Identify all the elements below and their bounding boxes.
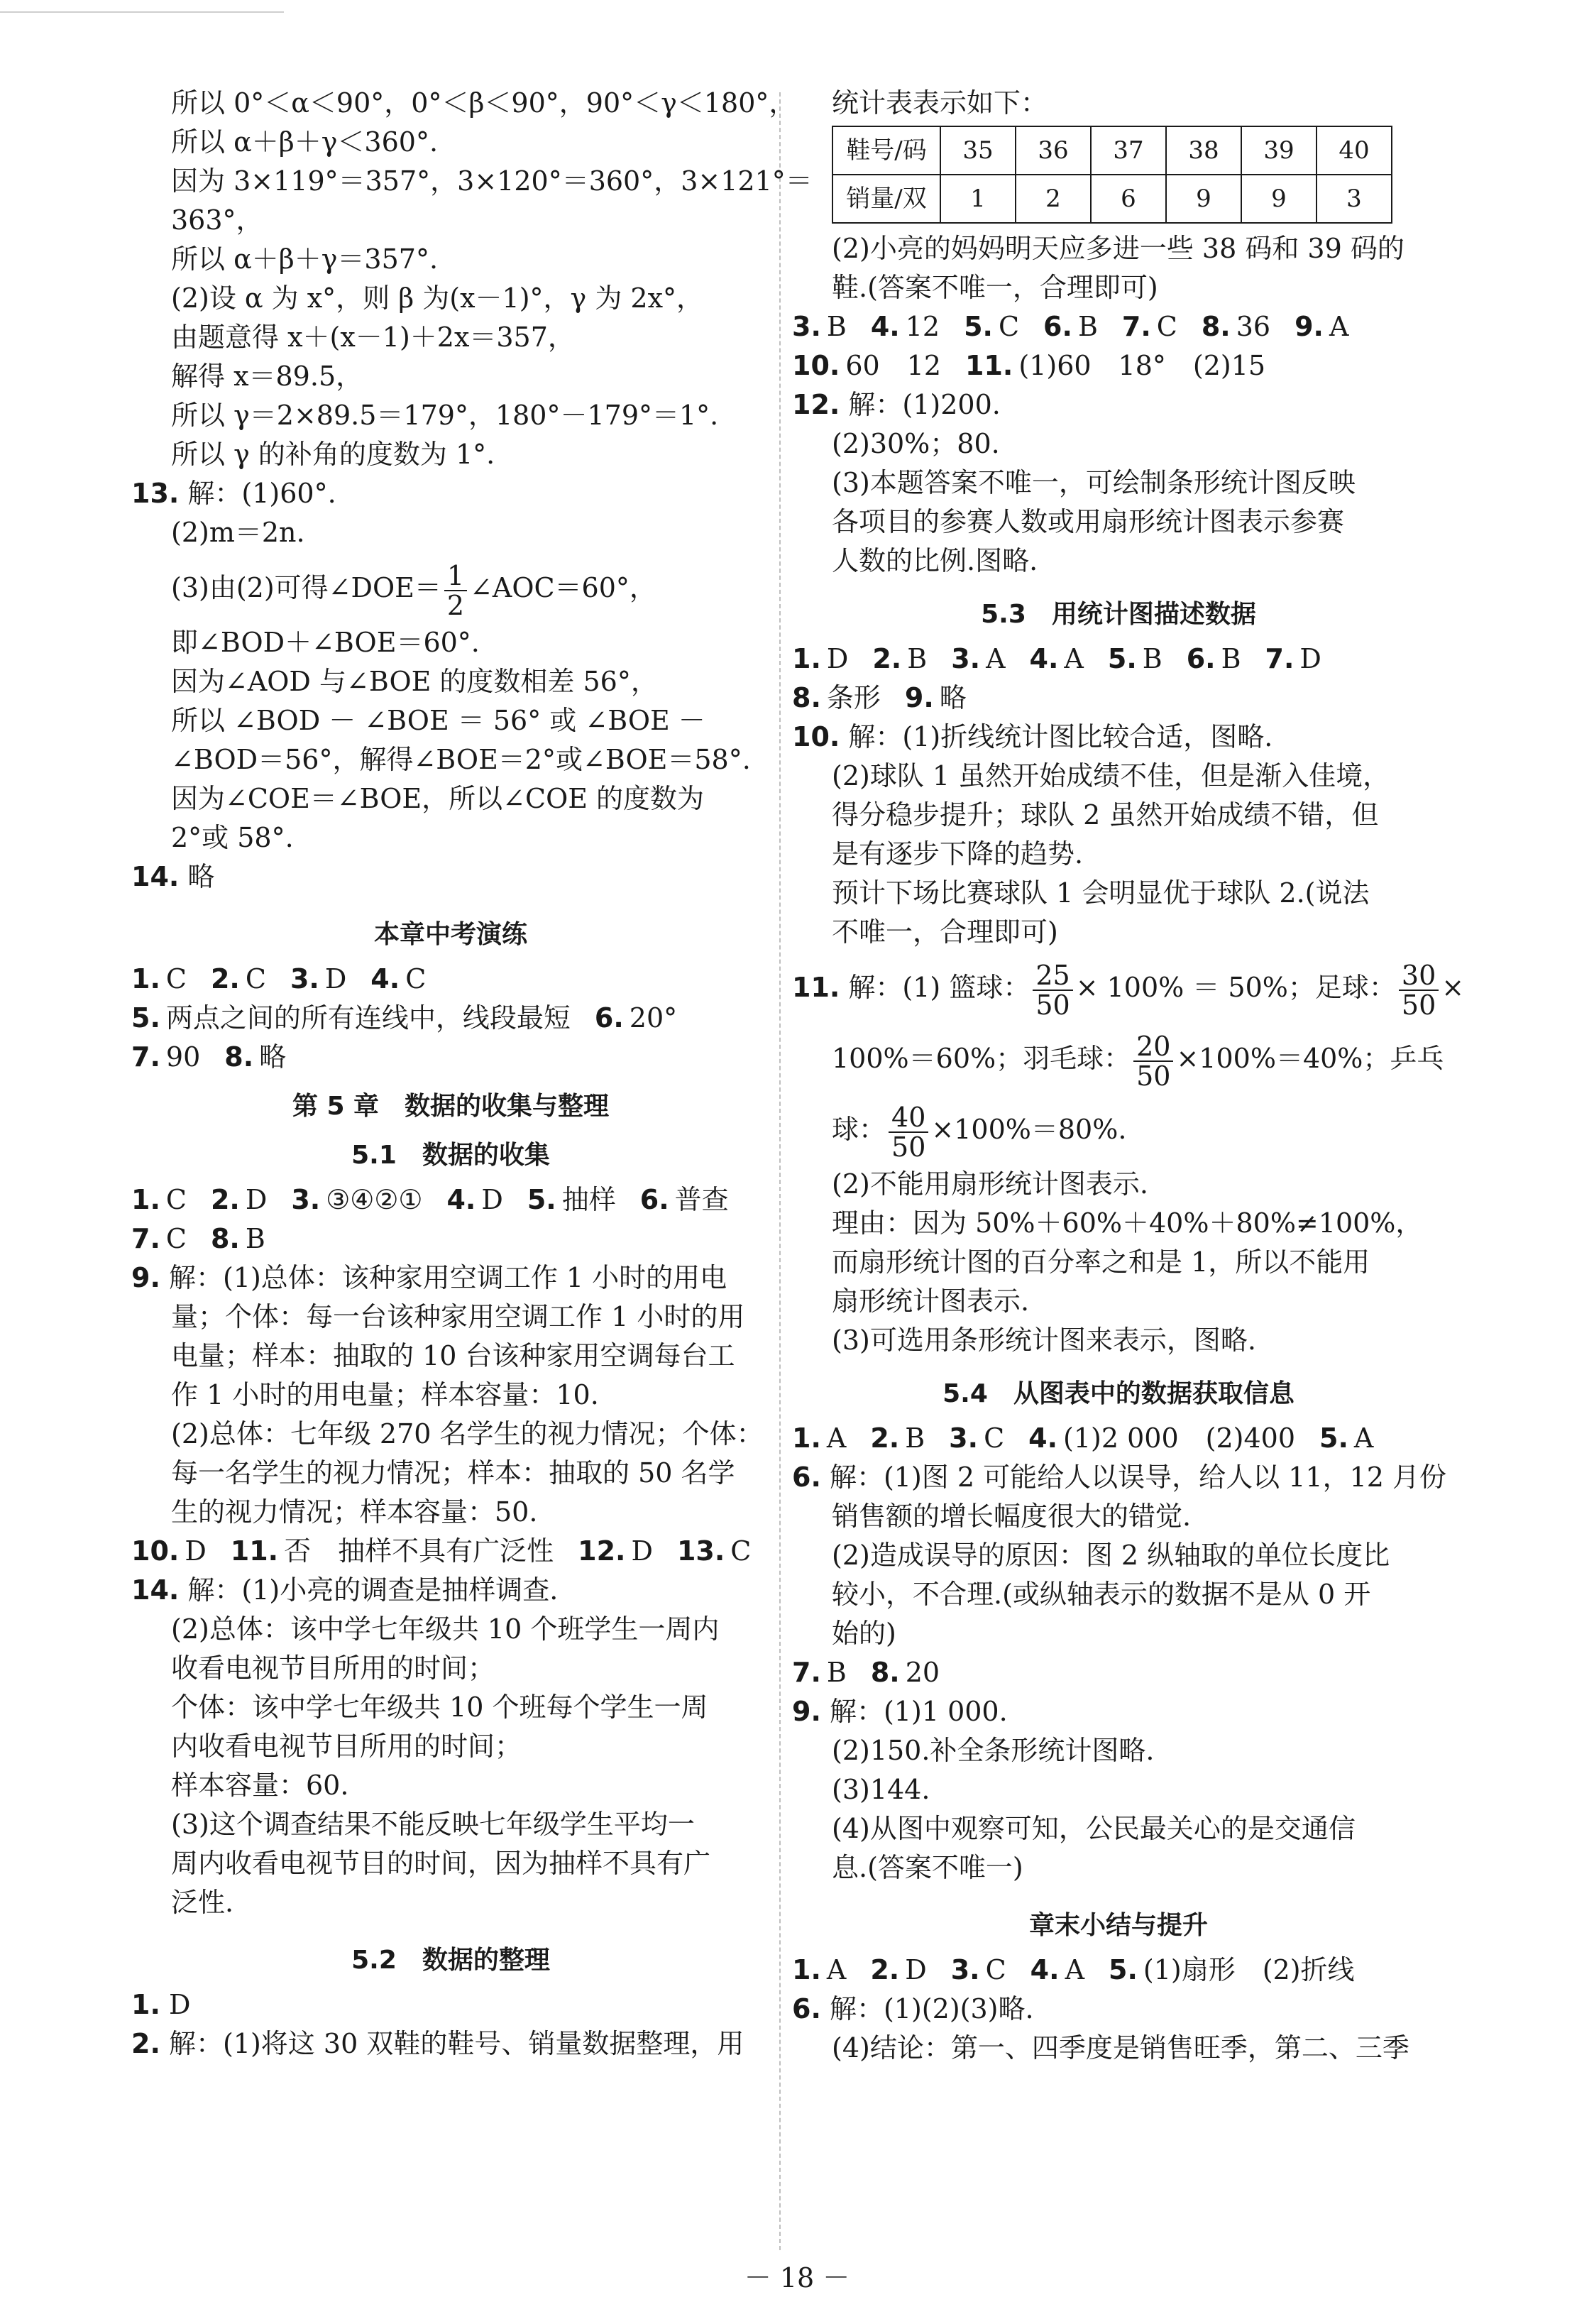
question-14b: 14. 解：(1)小亮的调查是抽样调查. xyxy=(131,1574,559,1606)
table-cell: 6 xyxy=(1091,175,1166,223)
answer: D xyxy=(481,1184,503,1215)
text-line: (2)球队 1 虽然开始成绩不佳，但是渐入佳境， xyxy=(832,760,1390,791)
left-column xyxy=(131,84,813,2063)
answer: C xyxy=(730,1535,752,1567)
column-divider xyxy=(779,92,781,2250)
answer: 36 xyxy=(1236,311,1271,342)
text-line: (3)144. xyxy=(832,1774,930,1805)
question-number: 5. xyxy=(1319,1423,1348,1454)
question-number: 7. xyxy=(131,1223,160,1254)
q9-rest xyxy=(792,1731,1445,1887)
answer: C xyxy=(165,963,187,994)
text-line: 所以 ∠BOD － ∠BOE ＝ 56° 或 ∠BOE － xyxy=(171,705,705,736)
question-number: 9. xyxy=(904,682,934,713)
section-heading: 5.1 数据的收集 xyxy=(351,1141,550,1170)
answer: 90 xyxy=(165,1041,201,1073)
question-number: 2. xyxy=(210,1184,240,1215)
q13-part2: (2)m＝2n. xyxy=(171,517,305,548)
text-line: 样本容量：60. xyxy=(171,1770,349,1801)
question-number: 4. xyxy=(446,1184,476,1215)
question-number: 8. xyxy=(792,682,821,713)
answer: C xyxy=(165,1184,187,1215)
answer: B xyxy=(826,311,847,342)
question-number: 4. xyxy=(870,311,900,342)
answer: D xyxy=(185,1535,207,1567)
table-cell: 销量/双 xyxy=(832,175,940,223)
text-line: 各项目的参赛人数或用扇形统计图表示参赛 xyxy=(832,506,1345,537)
answer-row xyxy=(131,1038,770,1077)
text-line: 收看电视节目所用的时间； xyxy=(171,1652,495,1684)
answer-row xyxy=(792,346,1445,385)
answer: D xyxy=(631,1535,653,1567)
question-number: 2. xyxy=(872,643,902,674)
text-line: (3)本题答案不唯一，可绘制条形统计图反映 xyxy=(832,467,1356,498)
fraction: $\frac{40}{50}$ xyxy=(889,1103,928,1161)
text-line: 鞋.(答案不唯一，合理即可) xyxy=(832,272,1158,303)
answer-line: 所以 0°＜α＜90°，0°＜β＜90°，90°＜γ＜180°， xyxy=(171,87,796,119)
q11-line3: 球： $\frac{40}{50}$ ×100%＝80%. xyxy=(832,1101,1127,1163)
text-line: 得分稳步提升；球队 2 虽然开始成绩不错，但 xyxy=(832,799,1379,831)
table-row xyxy=(832,175,1392,223)
answer-row xyxy=(792,1419,1445,1458)
question-number: 5. xyxy=(964,311,993,342)
text-line: (2)总体：七年级 270 名学生的视力情况；个体： xyxy=(171,1418,764,1449)
text-line: 内收看电视节目所用的时间； xyxy=(171,1731,522,1762)
text-line: 因为∠COE＝∠BOE，所以∠COE 的度数为 xyxy=(171,783,705,814)
answer: (1)扇形 (2)折线 xyxy=(1143,1954,1355,1985)
question-number: 8. xyxy=(224,1041,254,1073)
text-line: (2)造成误导的原因：图 2 纵轴取的单位长度比 xyxy=(832,1540,1390,1571)
question-number: 7. xyxy=(1265,643,1295,674)
answer: B xyxy=(1077,311,1098,342)
question-number: 4. xyxy=(370,963,400,994)
answer-row xyxy=(131,1219,770,1259)
question-number: 3. xyxy=(951,643,981,674)
text-line: (2)30%；80. xyxy=(832,428,1000,459)
table-cell: 9 xyxy=(1166,175,1241,223)
question-number: 2. xyxy=(870,1954,900,1985)
answer-row-group xyxy=(792,1419,1445,1458)
section-heading: 5.4 从图表中的数据获取信息 xyxy=(942,1379,1295,1408)
answer: 两点之间的所有连线中，线段最短 xyxy=(165,1002,571,1034)
question-number: 7. xyxy=(131,1041,160,1073)
section-heading: 章末小结与提升 xyxy=(1028,1911,1208,1940)
answer: B xyxy=(905,1423,925,1454)
answer: C xyxy=(245,963,266,994)
answer: B xyxy=(1142,643,1162,674)
text-line: 理由：因为 50%＋60%＋40%＋80%≠100%， xyxy=(832,1207,1423,1239)
answer-line: 所以 γ 的补角的度数为 1°. xyxy=(171,439,495,470)
answer-row-group xyxy=(131,1180,770,1259)
q2-part2 xyxy=(792,229,1445,307)
question-9: 9. 解：(1)1 000. xyxy=(792,1696,1008,1727)
fraction: $\frac{20}{50}$ xyxy=(1133,1032,1173,1090)
question-2: 2. 解：(1)将这 30 双鞋的鞋号、销量数据整理，用 xyxy=(131,2028,744,2059)
answer-row-group xyxy=(792,1653,1445,1692)
answer-row-group xyxy=(131,1532,770,1571)
answer: A xyxy=(986,643,1006,674)
question-number: 6. xyxy=(594,1002,624,1034)
table-cell: 2 xyxy=(1016,175,1091,223)
answer: A xyxy=(1064,643,1084,674)
question-number: 7. xyxy=(792,1657,821,1688)
q11-line2: 100%＝60%；羽毛球： $\frac{20}{50}$ ×100%＝40%；乒乓 xyxy=(832,1030,1444,1092)
answer: C xyxy=(998,311,1020,342)
answer: B xyxy=(1221,643,1241,674)
question-11: 11. 解：(1) 篮球： $\frac{25}{50}$ × 100% ＝ 50%；足球： $\frac{30}{50}$ × xyxy=(792,959,1465,1021)
answer-row xyxy=(792,1951,1445,1990)
q12-rest xyxy=(792,424,1445,581)
answer: 20 xyxy=(905,1657,940,1688)
answer-row-group xyxy=(792,307,1445,385)
answer: 60 12 xyxy=(845,350,942,381)
table-header-cell: 37 xyxy=(1091,126,1166,175)
page-number: － 18 － xyxy=(744,2262,850,2293)
answer-line: 由题意得 x＋(x－1)＋2x＝357， xyxy=(171,322,575,353)
question-number: 1. xyxy=(792,1954,821,1985)
right-column xyxy=(792,84,1465,2068)
text-line: (2)小亮的妈妈明天应多进一些 38 码和 39 码的 xyxy=(832,233,1405,264)
question-number: 2. xyxy=(870,1423,900,1454)
answer-row-group xyxy=(792,1951,1445,1990)
question-number: 1. xyxy=(792,1423,821,1454)
answer: A xyxy=(1353,1423,1374,1454)
answer: 略 xyxy=(259,1041,287,1073)
answer-row xyxy=(792,640,1445,679)
question-number: 1. xyxy=(131,963,160,994)
text-line: 作 1 小时的用电量；样本容量：10. xyxy=(171,1379,599,1410)
question-number: 11. xyxy=(230,1535,279,1567)
table-header-cell: 36 xyxy=(1016,126,1091,175)
answer: 抽样 xyxy=(561,1184,616,1215)
answer: C xyxy=(1156,311,1177,342)
question-1: 1. D xyxy=(131,1989,191,2020)
question-number: 10. xyxy=(792,350,840,381)
review-answers xyxy=(131,960,770,1077)
answer: B xyxy=(907,643,928,674)
question-13: 13. 解：(1)60°. xyxy=(131,478,336,509)
section-heading: 5.2 数据的整理 xyxy=(351,1946,550,1975)
text-line: ∠BOD＝56°，解得∠BOE＝2°或∠BOE＝58°. xyxy=(171,744,751,775)
question-number: 6. xyxy=(1043,311,1072,342)
answer: D xyxy=(826,643,849,674)
text-line: (2)总体：该中学七年级共 10 个班学生一周内 xyxy=(171,1613,720,1645)
text-line: 2°或 58°. xyxy=(171,822,294,853)
question-number: 1. xyxy=(792,643,821,674)
table-header-cell: 鞋号/码 xyxy=(832,126,940,175)
question-9: 9. 解：(1)总体：该种家用空调工作 1 小时的用电 xyxy=(131,1262,727,1293)
question-number: 7. xyxy=(1121,311,1151,342)
answer-line: 所以 γ＝2×89.5＝179°，180°－179°＝1°. xyxy=(171,400,719,431)
answer-line: 所以 α＋β＋γ＜360°. xyxy=(171,126,439,158)
q6b-rest xyxy=(792,2029,1445,2068)
text-line: (3)这个调查结果不能反映七年级学生平均一 xyxy=(171,1809,695,1840)
q13-rest xyxy=(131,623,770,857)
question-number: 4. xyxy=(1029,643,1059,674)
text-line: (2)150.补全条形统计图略. xyxy=(832,1735,1155,1766)
table-header-cell: 38 xyxy=(1166,126,1241,175)
fraction: $\frac{25}{50}$ xyxy=(1033,961,1072,1019)
text-line: 个体：该中学七年级共 10 个班每个学生一周 xyxy=(171,1692,708,1723)
question-number: 3. xyxy=(950,1954,980,1985)
answer-row xyxy=(131,1180,770,1219)
answer-row-group xyxy=(792,640,1445,718)
question-number: 3. xyxy=(949,1423,979,1454)
text-line: 因为∠AOD 与∠BOE 的度数相差 56°， xyxy=(171,666,658,697)
question-number: 4. xyxy=(1030,1954,1060,1985)
text-line: 销售额的增长幅度很大的错觉. xyxy=(832,1501,1192,1532)
question-number: 12. xyxy=(578,1535,626,1567)
text-line: 每一名学生的视力情况；样本：抽取的 50 名学 xyxy=(171,1457,735,1489)
answer: D xyxy=(324,963,347,994)
answer-row xyxy=(792,307,1445,346)
text-line: (4)结论：第一、四季度是销售旺季，第二、三季 xyxy=(832,2032,1409,2063)
question-number: 3. xyxy=(792,311,821,342)
answer-row xyxy=(131,1532,770,1571)
text-line: 生的视力情况；样本容量：50. xyxy=(171,1496,538,1528)
answer: 普查 xyxy=(674,1184,729,1215)
answer: A xyxy=(1065,1954,1085,1985)
answer-row xyxy=(131,960,770,999)
shoe-size-table xyxy=(832,126,1392,224)
answer-line: (2)设 α 为 x°，则 β 为(x－1)°，γ 为 2x°， xyxy=(171,283,704,314)
question-number: 3. xyxy=(290,963,319,994)
table-intro: 统计表表示如下： xyxy=(832,87,1048,119)
table-header-cell: 40 xyxy=(1317,126,1392,175)
text-line: 量；个体：每一台该种家用空调工作 1 小时的用 xyxy=(171,1301,745,1332)
answer: (1)60 18° (2)15 xyxy=(1018,350,1266,381)
section-heading: 本章中考演练 xyxy=(373,920,527,949)
text-line: 即∠BOD＋∠BOE＝60°. xyxy=(171,627,480,658)
question-6b: 6. 解：(1)(2)(3)略. xyxy=(792,1993,1034,2024)
fraction: $\frac{1}{2}$ xyxy=(444,561,467,620)
answer: D xyxy=(905,1954,927,1985)
text-line: 电量；样本：抽取的 10 台该种家用空调每台工 xyxy=(171,1340,735,1371)
question-number: 8. xyxy=(1201,311,1231,342)
text-line: 较小，不合理.(或纵轴表示的数据不是从 0 开 xyxy=(832,1579,1371,1610)
q11-rest xyxy=(792,1165,1445,1360)
question-12: 12. 解：(1)200. xyxy=(792,389,1001,420)
answer: B xyxy=(826,1657,847,1688)
answer-row xyxy=(792,679,1445,718)
table-header-cell: 39 xyxy=(1241,126,1317,175)
question-number: 9. xyxy=(1295,311,1324,342)
answer: 20° xyxy=(629,1002,678,1034)
question-number: 6. xyxy=(639,1184,669,1215)
q10-rest xyxy=(792,757,1445,952)
question-number: 8. xyxy=(210,1223,240,1254)
question-number: 2. xyxy=(210,963,240,994)
text-line: 是有逐步下降的趋势. xyxy=(832,838,1084,870)
answer-line: 因为 3×119°＝357°，3×120°＝360°，3×121°＝ xyxy=(171,165,813,197)
question-number: 5. xyxy=(527,1184,556,1215)
question-number: 10. xyxy=(131,1535,180,1567)
question-number: 3. xyxy=(291,1184,321,1215)
answer-row xyxy=(131,999,770,1038)
answer: 12 xyxy=(905,311,940,342)
text-line: (4)从图中观察可知，公民最关心的是交通信 xyxy=(832,1813,1356,1844)
answer: C xyxy=(165,1223,187,1254)
answer: D xyxy=(1299,643,1321,674)
answer-line: 解得 x＝89.5， xyxy=(171,361,363,392)
text-line: 人数的比例.图略. xyxy=(832,545,1038,576)
text-line: 不唯一，合理即可) xyxy=(832,916,1058,948)
chapter-heading: 第 5 章 数据的收集与整理 xyxy=(292,1092,610,1121)
q13-part3: (3)由(2)可得∠DOE＝ $\frac{1}{2}$ ∠AOC＝60°， xyxy=(171,559,656,621)
answer: 略 xyxy=(939,682,967,713)
answer: A xyxy=(826,1954,847,1985)
text-line: (3)可选用条形统计图来表示，图略. xyxy=(832,1325,1256,1356)
question-number: 1. xyxy=(131,1184,160,1215)
text-line: 息.(答案不唯一) xyxy=(832,1852,1023,1883)
question-number: 5. xyxy=(1107,643,1137,674)
answer: 否 抽样不具有广泛性 xyxy=(284,1535,554,1567)
q14b-rest xyxy=(131,1610,770,1922)
text-line: 而扇形统计图的百分率之和是 1，所以不能用 xyxy=(832,1246,1370,1278)
text-line: 始的) xyxy=(832,1618,896,1649)
question-14: 14. 略 xyxy=(131,861,215,892)
answer: A xyxy=(1329,311,1349,342)
answer: (1)2 000 (2)400 xyxy=(1063,1423,1296,1454)
answer: 条形 xyxy=(826,682,881,713)
answer: B xyxy=(245,1223,265,1254)
section-heading: 5.3 用统计图描述数据 xyxy=(981,600,1256,629)
question-number: 4. xyxy=(1028,1423,1058,1454)
text-line: 预计下场比赛球队 1 会明显优于球队 2.(说法 xyxy=(832,877,1370,909)
answer-line: 所以 α＋β＋γ＝357°. xyxy=(171,243,439,275)
question-number: 13. xyxy=(676,1535,725,1567)
answer: C xyxy=(985,1954,1006,1985)
text-line: 泛性. xyxy=(171,1887,234,1918)
table-cell: 3 xyxy=(1317,175,1392,223)
answer-line: 363°， xyxy=(171,204,263,236)
answer-continuation xyxy=(131,84,813,474)
fraction: $\frac{30}{50}$ xyxy=(1399,961,1439,1019)
text-line: 周内收看电视节目的时间，因为抽样不具有广 xyxy=(171,1848,711,1879)
question-10: 10. 解：(1)折线统计图比较合适，图略. xyxy=(792,721,1273,752)
answer: C xyxy=(984,1423,1005,1454)
answer: D xyxy=(245,1184,268,1215)
question-number: 8. xyxy=(870,1657,900,1688)
question-6: 6. 解：(1)图 2 可能给人以误导，给人以 11，12 月份 xyxy=(792,1462,1447,1493)
table-header-row xyxy=(832,126,1392,175)
table-header-cell: 35 xyxy=(940,126,1016,175)
table-cell: 9 xyxy=(1241,175,1317,223)
answer: A xyxy=(826,1423,847,1454)
question-number: 6. xyxy=(1186,643,1216,674)
question-number: 5. xyxy=(131,1002,160,1034)
table-cell: 1 xyxy=(940,175,1016,223)
question-number: 5. xyxy=(1109,1954,1138,1985)
answer: C xyxy=(405,963,427,994)
top-rule xyxy=(0,11,284,13)
answer-row xyxy=(792,1653,1445,1692)
q9-rest xyxy=(131,1298,770,1532)
answer: ③④②① xyxy=(326,1184,423,1215)
question-number: 11. xyxy=(965,350,1013,381)
text-line: 扇形统计图表示. xyxy=(832,1286,1030,1317)
text-line: (2)不能用扇形统计图表示. xyxy=(832,1168,1148,1200)
q6-rest xyxy=(792,1497,1445,1653)
